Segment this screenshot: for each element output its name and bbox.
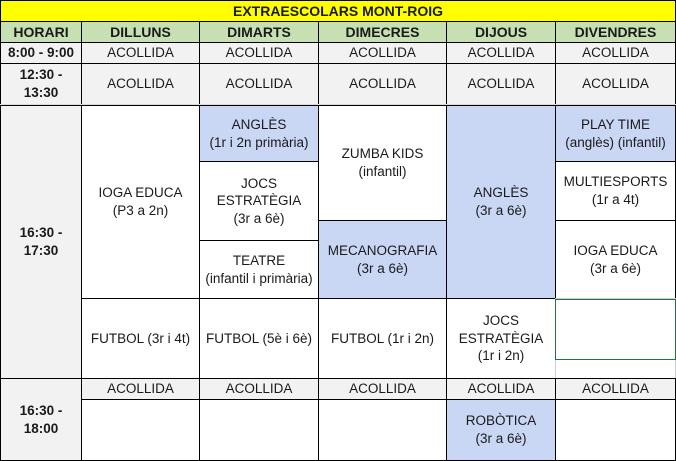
activity-zumba-dimecres-name: ZUMBA KIDS bbox=[341, 146, 424, 162]
activity-play-divendres bbox=[555, 105, 676, 162]
activity-jocs-dimarts-name2: ESTRATÈGIA bbox=[216, 193, 302, 209]
acollida-divendres-morning: ACOLLIDA bbox=[555, 42, 676, 64]
acollida-dijous-evening: ACOLLIDA bbox=[446, 378, 556, 400]
activity-multi-divendres bbox=[555, 161, 676, 221]
activity-ioga-divendres-name: IOGA EDUCA bbox=[573, 242, 658, 258]
acollida-dijous-morning: ACOLLIDA bbox=[446, 42, 556, 64]
activity-jocs-dijous bbox=[446, 298, 556, 379]
activity-ioga-divendres bbox=[555, 220, 676, 299]
activity-jocs-dimarts bbox=[199, 161, 319, 241]
empty-cell-dimecres-evening bbox=[318, 399, 447, 461]
activity-angles-dimarts-group: (1r i 2n primària) bbox=[209, 134, 309, 150]
acollida-dimecres-morning: ACOLLIDA bbox=[318, 42, 447, 64]
acollida-dilluns-evening: ACOLLIDA bbox=[81, 378, 200, 400]
activity-futbol-dimarts: FUTBOL (5è i 6è) bbox=[199, 298, 319, 379]
time-slot-afternoon-1 bbox=[0, 105, 82, 379]
acollida-dijous-midday: ACOLLIDA bbox=[446, 63, 556, 105]
activity-ioga-dilluns-name: IOGA EDUCA bbox=[98, 185, 183, 201]
activity-play-divendres-name: PLAY TIME bbox=[580, 116, 651, 132]
activity-jocs-dimarts-name1: JOCS bbox=[240, 175, 277, 191]
acollida-divendres-midday: ACOLLIDA bbox=[555, 63, 676, 105]
activity-angles-dijous bbox=[446, 105, 556, 299]
time-slot-midday-end: 13:30 bbox=[23, 85, 59, 100]
activity-jocs-dimarts-group: (3r a 6è) bbox=[233, 210, 285, 226]
activity-zumba-dimecres bbox=[318, 105, 447, 221]
activity-robotica-dijous-group: (3r a 6è) bbox=[475, 431, 527, 446]
empty-cell-dimarts-evening bbox=[199, 399, 319, 461]
activity-meca-dimecres bbox=[318, 220, 447, 299]
sheet-title: EXTRAESCOLARS MONT-ROIG bbox=[0, 0, 676, 22]
header-dijous: DIJOUS bbox=[446, 21, 556, 43]
empty-cell-dilluns-evening bbox=[81, 399, 200, 461]
header-dilluns: DILLUNS bbox=[81, 21, 200, 43]
activity-teatre-dimarts-name: TEATRE bbox=[232, 252, 286, 268]
header-divendres: DIVENDRES bbox=[555, 21, 676, 43]
activity-meca-dimecres-name: MECANOGRAFIA bbox=[327, 242, 438, 258]
acollida-dimarts-morning: ACOLLIDA bbox=[199, 42, 319, 64]
activity-meca-dimecres-group: (3r a 6è) bbox=[356, 260, 409, 276]
time-slot-midday bbox=[0, 63, 82, 105]
time-slot-midday-start: 12:30 - bbox=[19, 67, 63, 83]
acollida-dimecres-midday: ACOLLIDA bbox=[318, 63, 447, 105]
activity-jocs-dijous-name1: JOCS bbox=[482, 313, 519, 329]
time-slot-afternoon-1-end: 17:30 bbox=[23, 243, 59, 258]
acollida-dilluns-morning: ACOLLIDA bbox=[81, 42, 200, 64]
activity-angles-dijous-group: (3r a 6è) bbox=[475, 203, 527, 218]
activity-angles-dijous-name: ANGLÈS bbox=[473, 185, 529, 201]
activity-ioga-divendres-group: (3r a 6è) bbox=[589, 260, 642, 276]
activity-jocs-dijous-name2: ESTRATÈGIA bbox=[458, 330, 544, 346]
header-dimarts: DIMARTS bbox=[199, 21, 319, 43]
header-horari: HORARI bbox=[0, 21, 82, 43]
activity-zumba-dimecres-group: (infantil) bbox=[358, 164, 407, 179]
time-slot-afternoon-1-start: 16:30 - bbox=[19, 225, 63, 241]
activity-jocs-dijous-group: (1r i 2n) bbox=[477, 348, 525, 364]
acollida-divendres-evening: ACOLLIDA bbox=[555, 378, 676, 400]
selected-cell[interactable] bbox=[555, 299, 676, 360]
activity-ioga-dilluns bbox=[81, 105, 200, 299]
activity-teatre-dimarts-group: (infantil i primària) bbox=[205, 270, 313, 286]
activity-angles-dimarts bbox=[199, 105, 319, 162]
acollida-dilluns-midday: ACOLLIDA bbox=[81, 63, 200, 105]
activity-futbol-dilluns: FUTBOL (3r i 4t) bbox=[81, 298, 200, 379]
activity-multi-divendres-name: MULTIESPORTS bbox=[563, 174, 668, 190]
acollida-dimarts-evening: ACOLLIDA bbox=[199, 378, 319, 400]
time-slot-afternoon-2-start: 16:30 - bbox=[19, 402, 63, 418]
acollida-dimecres-evening: ACOLLIDA bbox=[318, 378, 447, 400]
activity-multi-divendres-group: (1r a 4t) bbox=[591, 192, 640, 207]
acollida-dimarts-midday: ACOLLIDA bbox=[199, 63, 319, 105]
activity-robotica-dijous bbox=[446, 399, 556, 461]
activity-play-divendres-group: (anglès) (infantil) bbox=[565, 134, 666, 150]
header-dimecres: DIMECRES bbox=[318, 21, 447, 43]
activity-robotica-dijous-name: ROBÒTICA bbox=[465, 413, 537, 429]
time-slot-morning: 8:00 - 9:00 bbox=[0, 42, 82, 64]
activity-futbol-dimecres: FUTBOL (1r i 2n) bbox=[318, 298, 447, 379]
empty-cell-divendres-evening bbox=[555, 399, 676, 461]
activity-ioga-dilluns-group: (P3 a 2n) bbox=[112, 203, 169, 218]
activity-angles-dimarts-name: ANGLÈS bbox=[231, 116, 287, 132]
time-slot-afternoon-2-end: 18:00 bbox=[23, 420, 59, 436]
time-slot-afternoon-2 bbox=[0, 378, 82, 461]
activity-teatre-dimarts bbox=[199, 240, 319, 299]
